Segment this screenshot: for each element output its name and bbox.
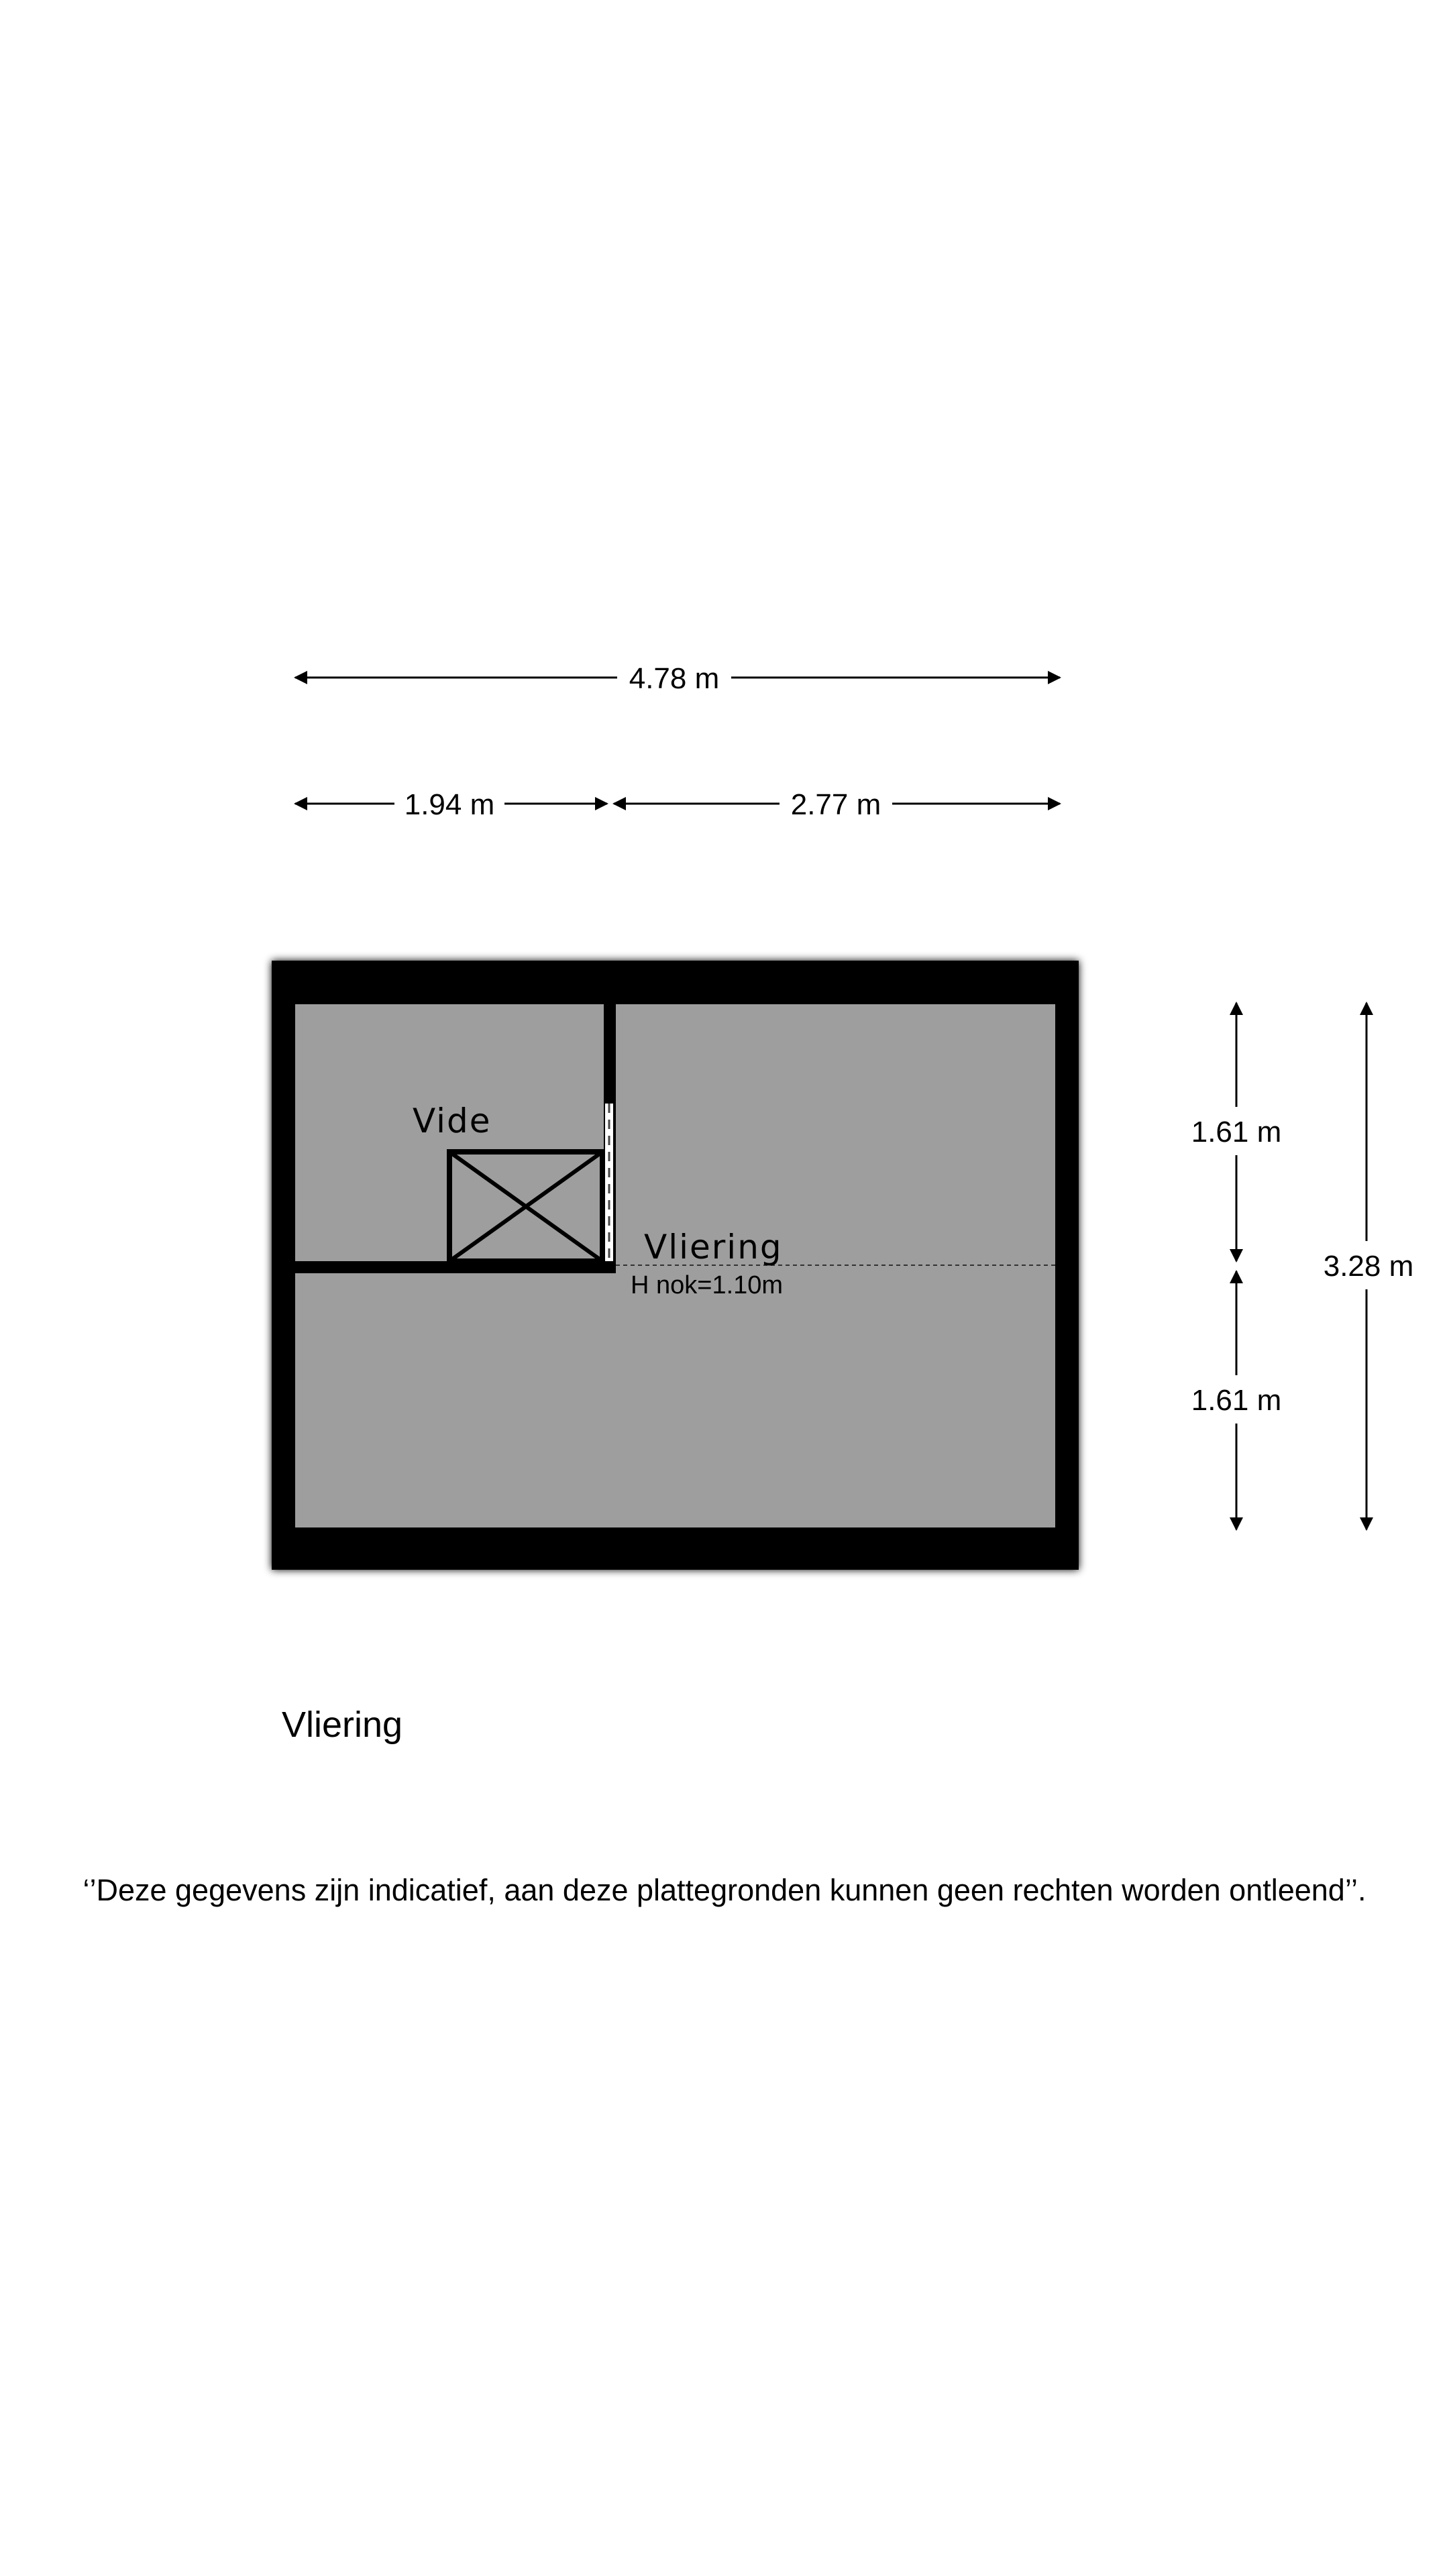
dimension-total-depth bbox=[1324, 1003, 1414, 1529]
dimension-lower-depth-label: 1.61 m bbox=[1191, 1384, 1282, 1417]
dimension-total-depth-label: 3.28 m bbox=[1323, 1250, 1414, 1283]
dimension-right-width bbox=[614, 788, 1060, 821]
dimension-left-width bbox=[295, 788, 607, 821]
ridge-height-label: H nok=1.10m bbox=[631, 1271, 784, 1299]
floorplan bbox=[272, 961, 1079, 1570]
dimension-left-width-label: 1.94 m bbox=[404, 788, 495, 821]
floor-title: Vliering bbox=[282, 1705, 403, 1745]
dimension-upper-depth bbox=[1191, 1003, 1282, 1261]
dimension-right-width-label: 2.77 m bbox=[790, 788, 881, 821]
room-label-vide: Vide bbox=[413, 1102, 492, 1140]
dimension-total-width-label: 4.78 m bbox=[629, 662, 720, 695]
room-label-vliering: Vliering bbox=[644, 1228, 783, 1267]
dimension-lower-depth bbox=[1191, 1271, 1282, 1529]
dimension-total-width bbox=[295, 662, 1060, 695]
dimension-upper-depth-label: 1.61 m bbox=[1191, 1116, 1282, 1148]
disclaimer-text: ‘’Deze gegevens zijn indicatief, aan deze plattegronden kunnen geen rechten worden ontleend’’. bbox=[83, 1873, 1366, 1907]
